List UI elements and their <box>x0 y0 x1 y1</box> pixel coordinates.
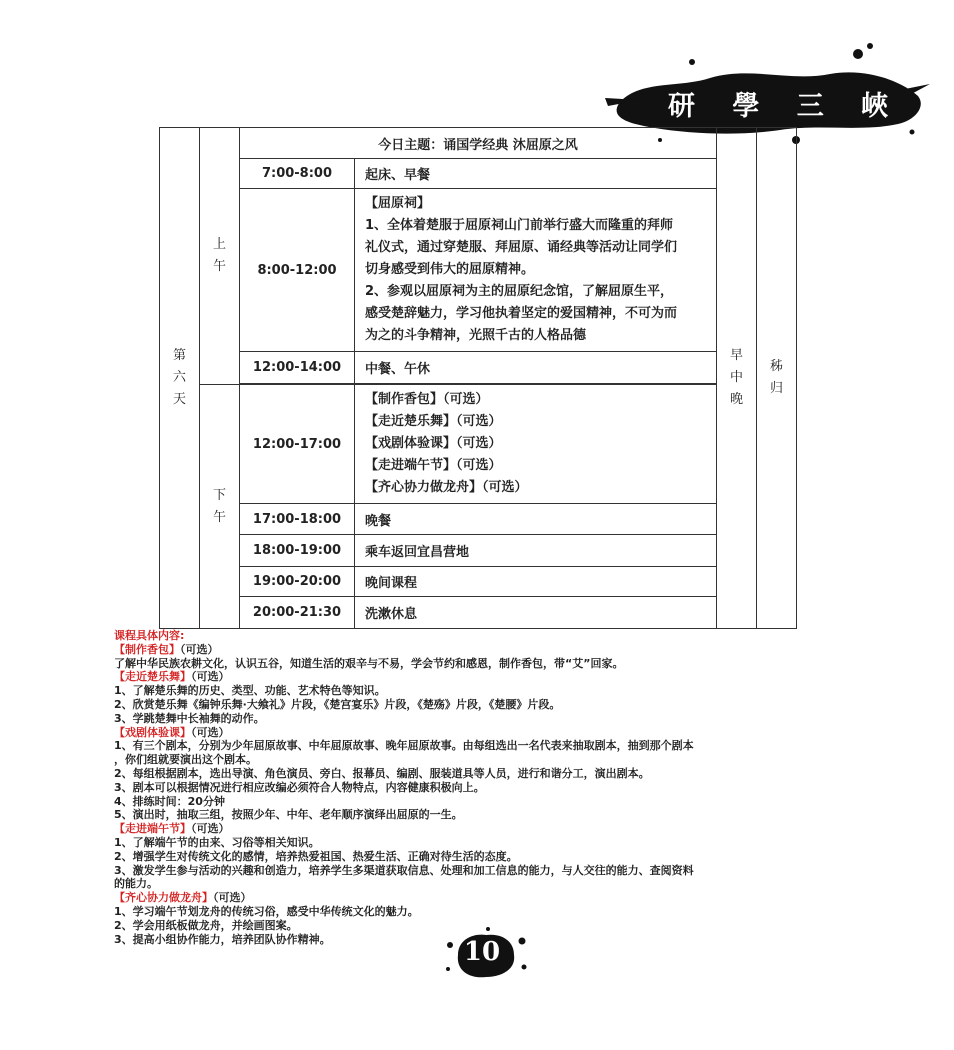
section-line: 1、学习端午节划龙舟的传统习俗，感受中华传统文化的魅力。 <box>114 904 419 918</box>
table-row <box>160 352 797 384</box>
activity-cell: 起床、早餐 <box>355 159 717 189</box>
section-heading: 【齐心协力做龙舟】（可选） <box>114 891 252 905</box>
section-line: 3、剧本可以根据情况进行相应改编必须符合人物特点，内容健康积极向上。 <box>114 780 485 794</box>
time-cell: 7:00-8:00 <box>240 159 355 189</box>
accommodation-label: 秭 归 <box>757 128 797 629</box>
table-row <box>160 385 797 504</box>
meals-label: 早 中 晚 <box>717 128 757 629</box>
section-line: 3、激发学生参与活动的兴趣和创造力，培养学生多渠道获取信息、处理和加工信息的能力，与人交往的能力、查阅资料 <box>114 863 694 877</box>
activity-detail-cell: 【制作香包】（可选） 【走近楚乐舞】（可选） 【戏剧体验课】（可选） 【走进端午节】（可选） 【齐心协力做龙舟】（可选） <box>355 385 717 504</box>
time-cell: 17:00-18:00 <box>240 504 355 535</box>
table-row <box>160 189 797 352</box>
daily-theme: 今日主题：诵国学经典 沐屈原之风 <box>240 128 717 159</box>
section-heading: 【走近楚乐舞】（可选） <box>114 670 230 684</box>
section-line: 4、排练时间：20分钟 <box>114 794 225 808</box>
time-cell: 19:00-20:00 <box>240 567 355 597</box>
section-line: ，你们组就要演出这个剧本。 <box>114 753 257 767</box>
time-cell: 12:00-17:00 <box>240 385 355 504</box>
section-line: 3、提高小组协作能力，培养团队协作精神。 <box>114 932 331 946</box>
table-row <box>160 504 797 535</box>
morning-label: 上 午 <box>200 128 240 385</box>
activity-cell: 晚餐 <box>355 504 717 535</box>
section-line: 1、有三个剧本，分别为少年屈原故事、中年屈原故事、晚年屈原故事。由每组选出一名代表来抽取剧本，抽到那个剧本 <box>114 739 694 753</box>
activity-cell: 晚间课程 <box>355 567 717 597</box>
section-heading: 【戏剧体验课】（可选） <box>114 725 230 739</box>
section-heading: 【走进端午节】（可选） <box>114 822 230 836</box>
section-line: 2、增强学生对传统文化的感情，培养热爱祖国、热爱生活、正确对待生活的态度。 <box>114 849 518 863</box>
time-cell: 20:00-21:30 <box>240 597 355 629</box>
table-row <box>160 597 797 629</box>
time-cell: 12:00-14:00 <box>240 352 355 384</box>
section-line: 2、欣赏楚乐舞《编钟乐舞·大飨礼》片段，《楚宫宴乐》片段，《楚殇》片段，《楚腰》片段。 <box>114 697 561 711</box>
section-line: 2、学会用纸板做龙舟，并绘画图案。 <box>114 918 298 932</box>
section-line: 了解中华民族农耕文化，认识五谷，知道生活的艰辛与不易，学会节约和感恩，制作香包，带“艾”回家。 <box>114 656 624 670</box>
section-line: 的能力。 <box>114 877 158 891</box>
time-cell: 18:00-19:00 <box>240 535 355 567</box>
course-details-heading: 课程具体内容: <box>114 629 185 642</box>
activity-cell: 乘车返回宜昌营地 <box>355 535 717 567</box>
day-label: 第 六 天 <box>160 128 200 629</box>
section-line: 1、了解楚乐舞的历史、类型、功能、艺术特色等知识。 <box>114 684 386 698</box>
section-line: 1、了解端午节的由来、习俗等相关知识。 <box>114 835 320 849</box>
page-number: 10 <box>463 937 501 967</box>
activity-cell: 中餐、午休 <box>355 352 717 384</box>
time-cell: 8:00-12:00 <box>240 189 355 352</box>
activity-detail-cell: 【屈原祠】 1、全体着楚服于屈原祠山门前举行盛大而隆重的拜师 礼仪式，通过穿楚服、拜屈原、诵经典等活动让同学们 切身感受到伟大的屈原精神。 2、参观以屈原祠为主的屈原纪念馆，了解屈原生平， 感受楚辞魅力，学习他执着坚定的爱国精神，不可为而 为之的斗争精神，光照千古的人格品德 <box>355 189 717 352</box>
table-row <box>160 535 797 567</box>
table-row <box>160 567 797 597</box>
afternoon-label: 下 午 <box>200 385 240 629</box>
table-row <box>160 159 797 189</box>
section-line: 2、每组根据剧本，选出导演、角色演员、旁白、报幕员、编剧、服装道具等人员，进行和谐分工，演出剧本。 <box>114 766 650 780</box>
activity-cell: 洗漱休息 <box>355 597 717 629</box>
schedule-table <box>159 127 797 629</box>
section-line: 5、演出时，抽取三组，按照少年、中年、老年顺序演绎出屈原的一生。 <box>114 808 463 822</box>
brand-title: 研 學 三 峽 <box>668 91 903 122</box>
section-heading: 【制作香包】（可选） <box>114 642 219 656</box>
course-details <box>114 629 834 946</box>
section-line: 3、学跳楚舞中长袖舞的动作。 <box>114 711 265 725</box>
